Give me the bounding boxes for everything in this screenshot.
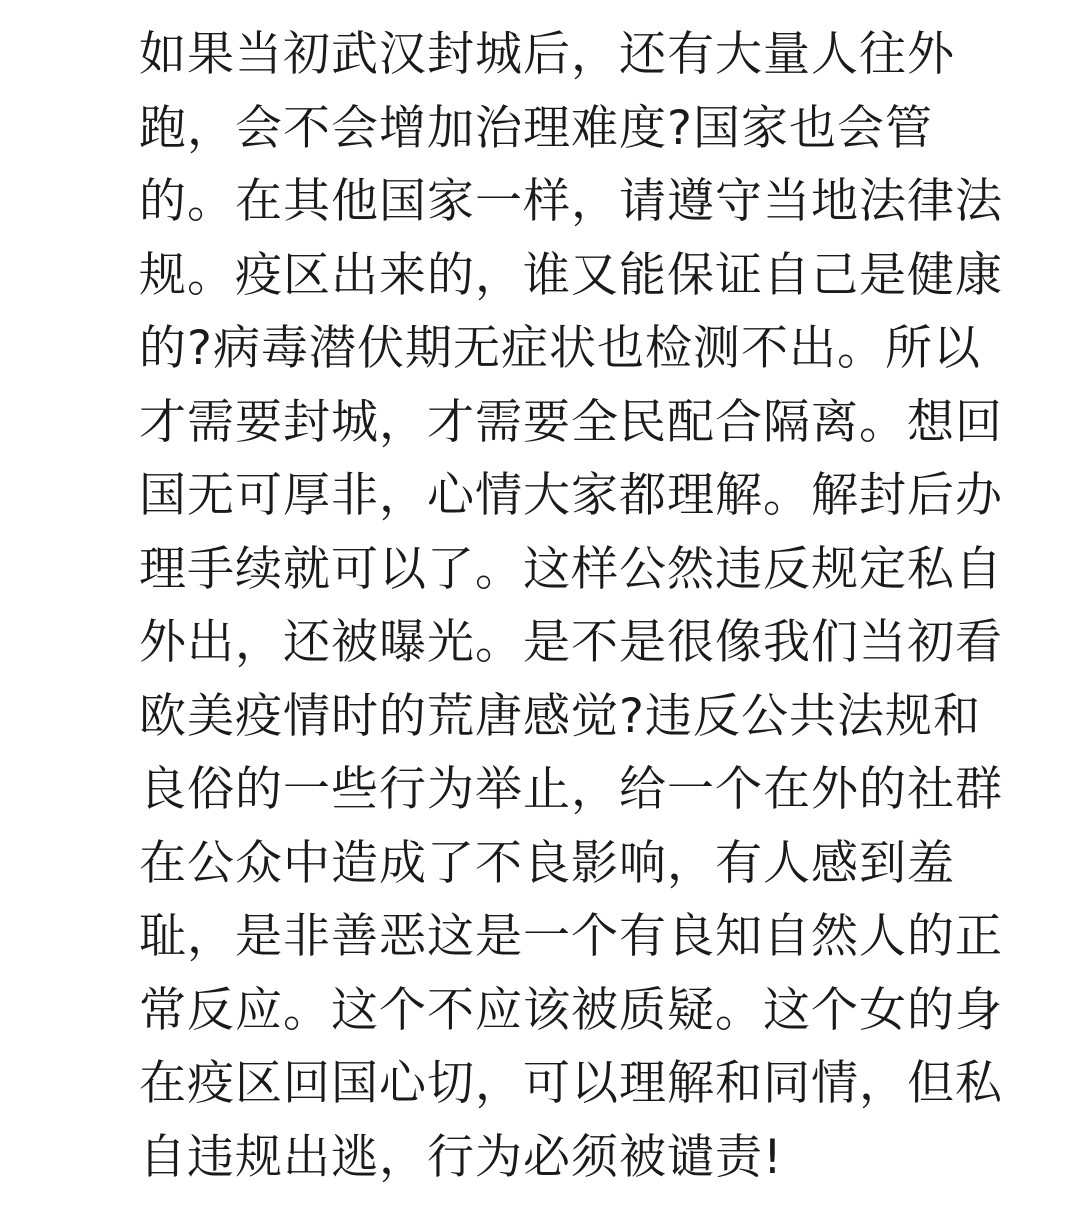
text-line-7: 国无可厚非，心情大家都理解。解封后办 <box>139 468 1003 523</box>
text-line-13: 耻，是非善恶这是一个有良知自然人的正 <box>139 909 1003 964</box>
text-line-4: 规。疫区出来的，谁又能保证自己是健康 <box>139 247 1003 303</box>
text-line-14: 常反应。这个不应该被质疑。这个女的身 <box>139 982 1003 1038</box>
text-line-15: 在疫区回国心切，可以理解和同情，但私 <box>139 1056 1003 1111</box>
text-line-11: 良俗的一些行为举止，给一个在外的社群 <box>139 762 1003 817</box>
text-line-3: 的。在其他国家一样，请遵守当地法律法 <box>139 174 1003 229</box>
text-line-12: 在公众中造成了不良影响，有人感到羞 <box>139 835 955 891</box>
text-line-5: 的?病毒潜伏期无症状也检测不出。所以 <box>139 321 981 376</box>
text-line-8: 理手续就可以了。这样公然违反规定私自 <box>139 541 1003 597</box>
text-line-2: 跑，会不会增加治理难度?国家也会管 <box>139 100 933 156</box>
article-body <box>139 18 1019 1194</box>
text-line-10: 欧美疫情时的荒唐感觉?违反公共法规和 <box>139 688 981 744</box>
text-line-16: 自违规出逃，行为必须被谴责! <box>139 1129 783 1185</box>
text-line-6: 才需要封城，才需要全民配合隔离。想回 <box>139 394 1003 450</box>
text-line-9: 外出，还被曝光。是不是很像我们当初看 <box>139 615 1003 670</box>
text-line-1: 如果当初武汉封城后，还有大量人往外 <box>139 27 955 82</box>
